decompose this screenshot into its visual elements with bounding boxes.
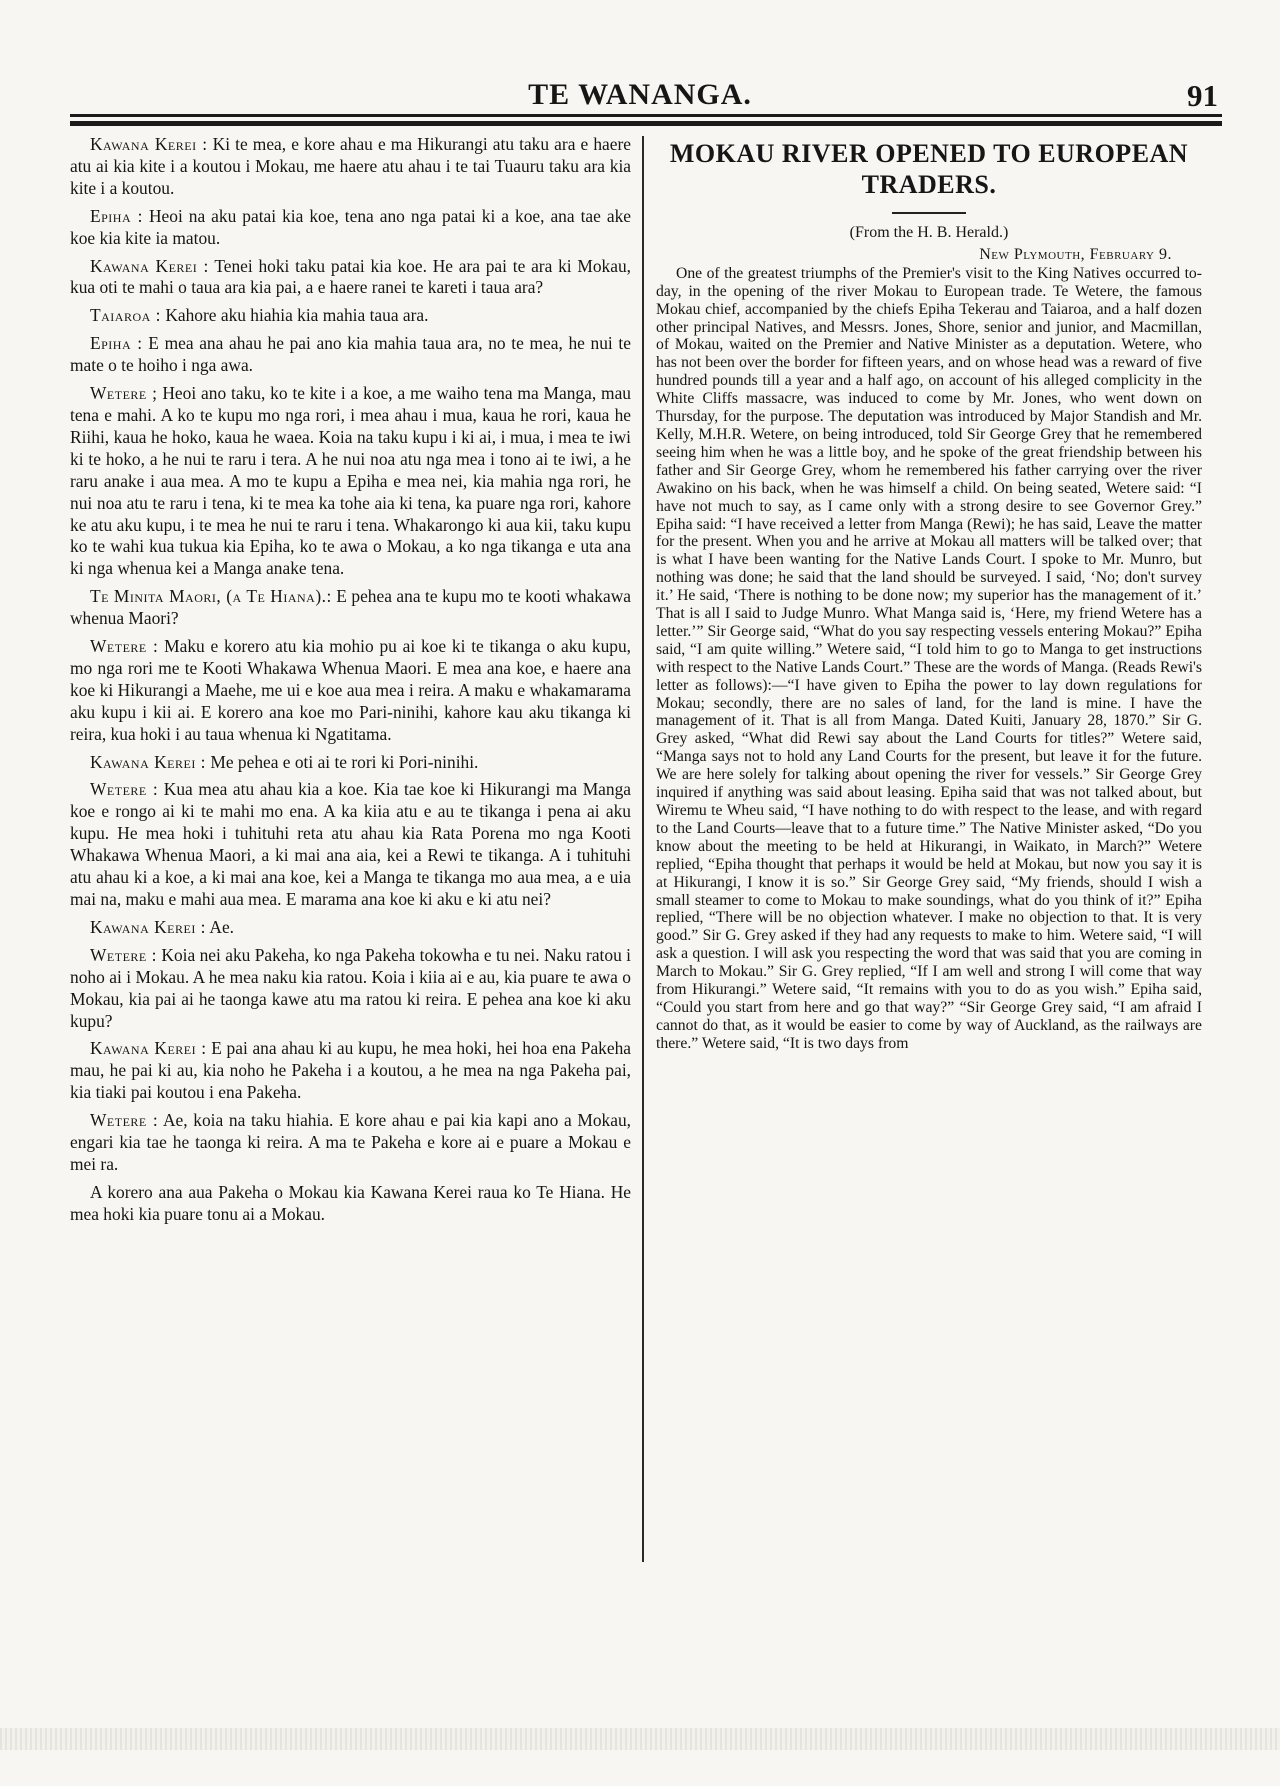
paragraph-text: Kua mea atu ahau kia a koe. Kia tae koe ki Hikurangi ma Manga koe e rongo ai ki te mahi mo ena. A ka kiia atu e au te tikanga i pena ai aku kupu. He mea hoki i tuhituhi reta atu ahau kia Rata Porena mo nga Kooti Whakawa Whenua Maori, a ki mai ana aia, kei a Rewi te tikanga. A i tuhituhi atu ahau ki a koe, a ki mai ana koe, kei a Manga te tikanga mo aua mea, a e uia mai na, maku e mahi aua mea. E marama ana koe ki aku e ki atu nei?	[70, 779, 631, 909]
paragraph	[70, 586, 631, 630]
speaker-name: Kawana Kerei :	[90, 134, 208, 154]
left-column	[70, 134, 631, 1232]
headline-rule	[892, 212, 966, 214]
paragraph-text: A korero ana aua Pakeha o Mokau kia Kawana Kerei raua ko Te Hiana. He mea hoki kia puare tonu ai a Mokau.	[70, 1181, 631, 1224]
article-source: (From the H. B. Herald.)	[849, 224, 1009, 241]
speaker-name: Epiha :	[90, 333, 143, 354]
article-dateline: New Plymouth, February 9.	[979, 245, 1172, 263]
paragraph	[70, 752, 631, 774]
paragraph-text: Ae.	[209, 916, 235, 937]
paragraph-text: Tenei hoki taku patai kia koe. He ara pai te ara ki Mokau, kua oti te mahi o taua ara kia pai, a e haere ranei te kareti i taua ara?	[70, 255, 631, 298]
paragraph	[70, 134, 631, 200]
speaker-name: Wetere :	[90, 636, 159, 657]
speaker-name: Wetere :	[90, 779, 159, 800]
paragraph-text: Kahore aku hiahia kia mahia taua ara.	[165, 305, 429, 326]
speaker-name: Kawana Kerei :	[90, 1038, 207, 1059]
speaker-name: Wetere :	[90, 1110, 159, 1131]
paragraph	[70, 636, 631, 746]
page-bottom-edge	[0, 1728, 1280, 1750]
paragraph	[70, 383, 631, 580]
paragraph-text: Ki te mea, e kore ahau e ma Hikurangi atu taku ara e haere atu ai kia kite i a koutou i Mokau, me haere atu ahau i te tai Tuauru taku ara kia kite i a koutou.	[70, 134, 631, 198]
paragraph	[70, 779, 631, 910]
speaker-name: Wetere ;	[90, 383, 158, 404]
paragraph-text: E pehea ana te kupu mo te kooti whakawa whenua Maori?	[70, 586, 631, 629]
column-divider	[642, 136, 644, 1562]
paragraph	[70, 945, 631, 1033]
paragraph-text: Maku e korero atu kia mohio pu ai koe ki te tikanga o aku kupu, mo nga rori me te Kooti Whakawa Whenua Maori. E mea ana koe, e haere ana koe ki Hikurangi a Maehe, me ui e koe aua mea i reira. A maku e whakamarama aku kupu i kii ai. E korero ana koe mo Pari-ninihi, kahore kau aku tikanga ki reira, kua hoki i au taua whenua ki Ngatitama.	[70, 636, 631, 744]
right-column	[656, 134, 1202, 1053]
paragraph	[70, 206, 631, 250]
paragraph-text: Koia nei aku Pakeha, ko nga Pakeha tokowha e tu nei. Naku ratou i noho ai i Mokau. A he mea naku kia ratou. Koia i kiia ai e au, kia puare te awa o Mokau, kia pai ai he taonga kawe atu ma ratou ki reira. E pehea ana koe ki aku kupu?	[70, 944, 631, 1031]
page-number: 91	[1187, 78, 1218, 113]
header-rule-thick	[70, 121, 1222, 126]
paragraph	[70, 305, 631, 327]
paragraph	[70, 1182, 631, 1226]
speaker-name: Kawana Kerei :	[90, 255, 209, 276]
paragraph	[70, 333, 631, 377]
speaker-name: Taiaroa :	[90, 305, 161, 326]
speaker-name: Te Minita Maori, (a Te Hiana).:	[90, 586, 332, 607]
paragraph-text: Me pehea e oti ai te rori ki Pori-ninihi.	[210, 751, 479, 772]
paragraph-text: Heoi na aku patai kia koe, tena ano nga patai ki a koe, ana tae ake koe kia kite ia matou.	[70, 205, 631, 248]
speaker-name: Wetere :	[90, 944, 157, 965]
speaker-name: Kawana Kerei :	[90, 751, 207, 772]
paragraph	[70, 1110, 631, 1176]
paragraph	[70, 917, 631, 939]
article-body: One of the greatest triumphs of the Premier's visit to the King Natives occurred to-day, in the opening of the river Mokau to European trade. Te Wetere, the famous Mokau chief, accompanied by the chiefs Epiha Tekerau and Taiaroa, and a half dozen other principal Natives, and Messrs. Jones, Shore, senior and junior, and Macmillan, of Mokau, waited on the Premier and Native Minister as a deputation. Wetere, who has not been over the border for fifteen years, and on whose head was a reward of five hundred pounds till a year and a half ago, on account of his alleged complicity in the White Cliffs massacre, was induced to come by Mr. Jones, who went down on Thursday, for the purpose. The deputation was introduced by Major Standish and Mr. Kelly, M.H.R. Wetere, on being introduced, told Sir George Grey that he remembered seeing him when he was a little boy, and he spoke of the great friendship between his father and Sir George Grey, whom he remembered his father carrying over the river Awakino on his back, when he was himself a child. On being seated, Wetere said: “I have not much to say, as I came only with a strong desire to see Governor Grey.” Epiha said: “I have received a letter from Manga (Rewi); he has said, Leave the matter for the present. When you and he arrive at Mokau all matters will be talked over; that is what I have been wanting for the Native Lands Court. I spoke to Mr. Munro, but nothing was done; he said that the land should be surveyed. I said, ‘No; don't survey it.’ He said, ‘There is nothing to be done now; my superior has the management of it.’ That is all I said to Judge Munro. What Manga said is, ‘Here, my friend Wetere has a letter.’” Sir George said, “What do you say respecting vessels entering Mokau?” Epiha said, “I am quite willing.” Wetere said, “I told him to go to Manga to get instructions with respect to the Native Lands Court.” These are the words of Manga. (Reads Rewi's letter as follows):—“I have given to Epiha the power to lay down regulations for Mokau; secondly, there are no sales of land, for the land is mine. I have the management of it. That is all from Manga. Dated Kuiti, January 28, 1870.” Sir G. Grey asked, “What did Rewi say about the Land Courts for titles?” Wetere said, “Manga says not to hold any Land Courts for the present, but leave it for the future. We are here solely for talking about opening the river for vessels.” Sir George Grey inquired if anything was said about leasing. Epiha said that was not talked about, but Wiremu te Wheu said, “I have nothing to do with respect to the lease, and with regard to the Land Courts—leave that to a future time.” The Native Minister asked, “Do you know about the meeting to be held at Hikurangi, in Waikato, in March?” Wetere replied, “Epiha thought that perhaps it would be held at Mokau, but now you say it is at Hikurangi, I know it is so.” Sir George Grey said, “My friends, should I wish a small steamer to come to Mokau to make soundings, what do you think of it?” Epiha replied, “There will be no objection whatever. I make no objection to that. It is very good.” Sir G. Grey asked if they had any requests to make to him. Wetere said, “I will ask a question. I will ask you respecting the word that was said that you are coming in March to Mokau.” Sir G. Grey replied, “If I am well and strong I will come that way from Hikurangi.” Wetere said, “It remains with you to do as you wish.” Epiha said, “Could you start from here and go that way?” “Sir George Grey said, “I am afraid I cannot do that, as it would be easier to come by way of Auckland, as the railways are there.” Wetere said, “It is two days from	[656, 264, 1202, 1052]
paragraph	[70, 1038, 631, 1104]
paragraph-text: Heoi ano taku, ko te kite i a koe, a me waiho tena ma Manga, mau tena e mahi. A ko te kupu mo nga rori, i mea ahau i mua, kaua he rori, kaua he Riihi, kaua he hoko, kaua he waea. Koia na taku kupu i ki ai, i mua, i mea te iwi ki te hoko, a he nui te raru i tera. A he nui noa atu nga mea i tono ai te iwi, a he raru anake i aua mea. A mo te kupu a Epiha e mea nei, kia mahia nga rori, he nui noa atu te raru i tena, ki te mea ka tohe aia ki tena, ka puare nga rori, kahore ke atu aku kupu, i te mea he nui te raru i tena. Whakarongo ki aua kii, taku kupu ko te wahi kua tukua kia Epiha, ko te awa o Mokau, a ko nga tikanga e uta ana ki nga whenua kei a Manga anake tena.	[70, 383, 631, 579]
speaker-name: Kawana Kerei :	[90, 916, 207, 937]
masthead	[62, 78, 1218, 118]
speaker-name: Epiha :	[90, 205, 143, 226]
article-headline: MOKAU RIVER OPENED TO EUROPEAN TRADERS.	[669, 139, 1189, 199]
paragraph-text: E pai ana ahau ki au kupu, he mea hoki, hei hoa ena Pakeha mau, he pai ki au, kia noho he Pakeha i a koutou, a he mea na nga Pakeha pai, kia tiaki pai koutou i ena Pakeha.	[70, 1038, 631, 1103]
newspaper-title: TE WANANGA.	[528, 78, 752, 111]
paragraph-text: E mea ana ahau he pai ano kia mahia taua ara, no te mea, he nui te mate o te hoiho i nga awa.	[70, 333, 631, 376]
paragraph-text: Ae, koia na taku hiahia. E kore ahau e pai kia kapi ano a Mokau, engari kia tae he taonga ki reira. A ma te Pakeha e kore ai e puare a Mokau e mei ra.	[70, 1110, 632, 1174]
header-rule-thin	[70, 114, 1222, 117]
paragraph	[70, 256, 631, 300]
